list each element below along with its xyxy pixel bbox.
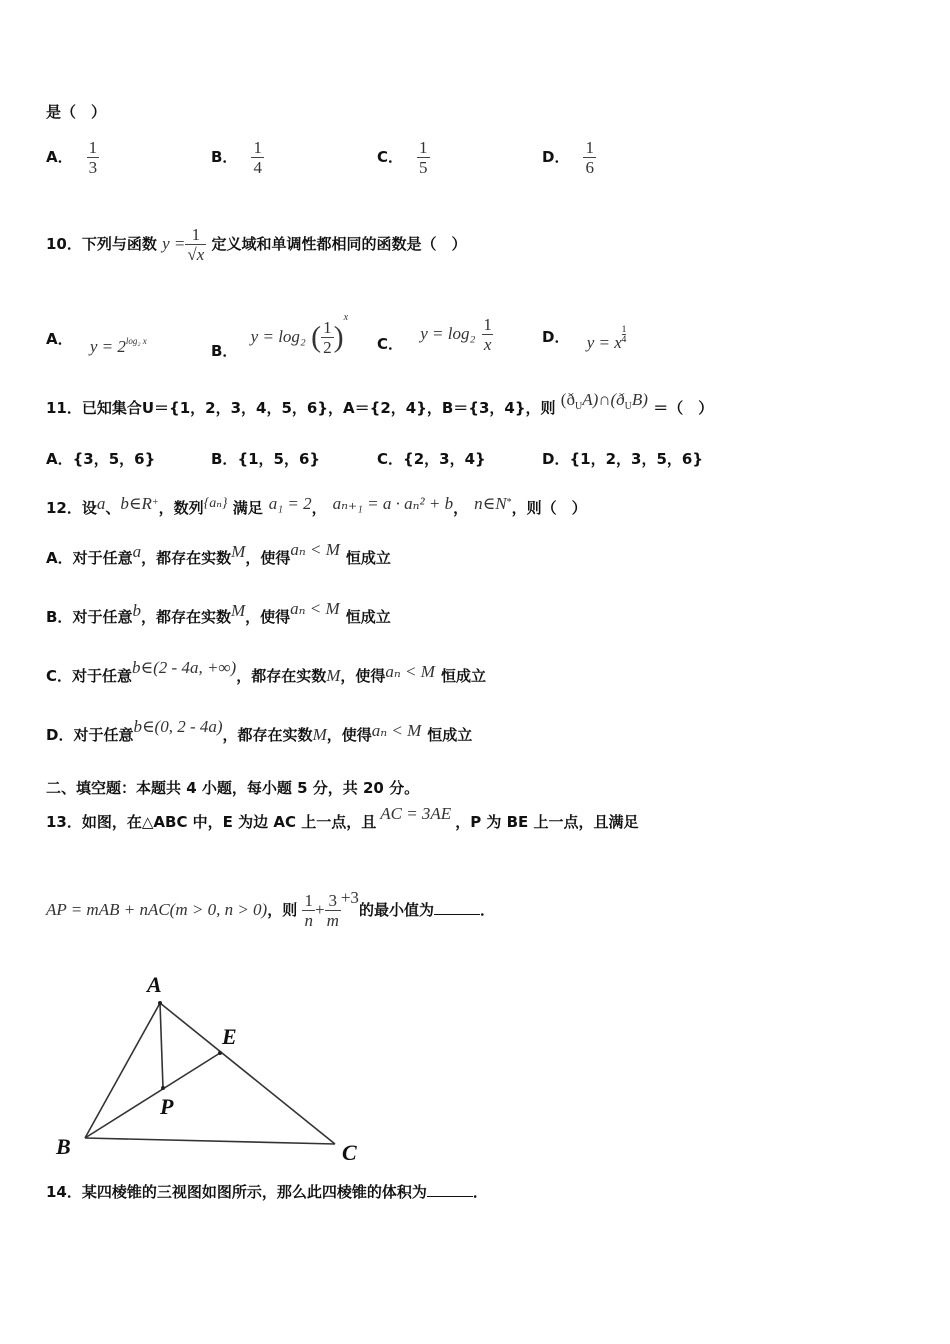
q9-option-d: D． $\frac{1}{6}$	[542, 138, 594, 177]
label-a: A	[147, 972, 162, 997]
q9-option-b: B． $\frac{1}{4}$	[211, 138, 262, 177]
point-a	[158, 1001, 162, 1005]
edge-bc	[85, 1138, 335, 1144]
point-p	[161, 1086, 165, 1090]
segment-ap	[160, 1003, 163, 1088]
q12-stem: 12．设a、b∈R+，数列{aₙ} 满足 a₁ = 2， aₙ₊₁ = a · aₙ² + b， n∈N*，则（ ）	[46, 494, 587, 517]
q13-answer-blank	[434, 900, 480, 915]
q12-option-d: D．对于任意b∈(0, 2 - 4a)，都存在实数M，使得aₙ < M 恒成立	[46, 717, 473, 744]
label-p: P	[160, 1094, 174, 1119]
section-title: 二、填空题：本题共 4 小题，每小题 5 分，共 20 分。	[46, 779, 420, 797]
label-b: B	[56, 1134, 71, 1159]
edge-ab	[85, 1003, 160, 1138]
q9-tail: 是（ ）	[46, 103, 107, 121]
q13-line2: AP = mAB + nAC(m > 0, n > 0)，则 $\frac{1}{n}$ + $\frac{3}{m}$ +3的最小值为 ．	[46, 888, 495, 930]
q14-stem: 14．某四棱锥的三视图如图所示，那么此四棱锥的体积为 ．	[46, 1183, 488, 1201]
q11-option-c: C．{2，3，4}	[377, 450, 486, 468]
point-e	[218, 1051, 222, 1055]
segment-be	[85, 1053, 220, 1138]
q12-option-c: C．对于任意b∈(2 - 4a, +∞)，都存在实数M，使得aₙ < M 恒成立	[46, 658, 486, 685]
label-e: E	[222, 1024, 237, 1049]
q11-option-b: B．{1，5，6}	[211, 450, 321, 468]
q10-stem: 10．下列与函数 y = $\frac{1}{√x}$ 定义域和单调性都相同的函数是（ ）	[46, 225, 467, 264]
q12-option-b: B．对于任意b，都存在实数M，使得aₙ < M 恒成立	[46, 599, 391, 626]
q11-option-d: D．{1，2，3，5，6}	[542, 450, 703, 468]
q10-option-b: B． y = log₂ ( $\frac{1}{2}$ )$^x$	[211, 312, 349, 360]
q13-line1: 13．如图，在△ABC 中，E 为边 AC 上一点，且 AC = 3AE ，P 为 BE 上一点，且满足	[46, 804, 639, 831]
q10-option-c: C． y = log₂ $\frac{1}{x}$	[377, 315, 492, 354]
q9-option-c: C． $\frac{1}{5}$	[377, 138, 428, 177]
q11-option-a: A．{3，5，6}	[46, 450, 156, 468]
label-c: C	[342, 1140, 357, 1165]
q10-option-a: A． $y = 2^{log_2 x}$	[46, 330, 147, 356]
q10-option-d: D． y = x $\frac{1}{4}$	[542, 324, 627, 352]
q11-stem: 11．已知集合U＝{1，2，3，4，5，6}，A＝{2，4}，B＝{3，4}，则 $(ð_UA)\cap(ð_UB)$ ＝（ ）	[46, 390, 714, 417]
q9-option-a: A． $\frac{1}{3}$	[46, 138, 98, 177]
q12-option-a: A．对于任意a，都存在实数M，使得aₙ < M 恒成立	[46, 540, 391, 567]
q14-answer-blank	[427, 1182, 473, 1197]
triangle-figure	[50, 968, 370, 1168]
